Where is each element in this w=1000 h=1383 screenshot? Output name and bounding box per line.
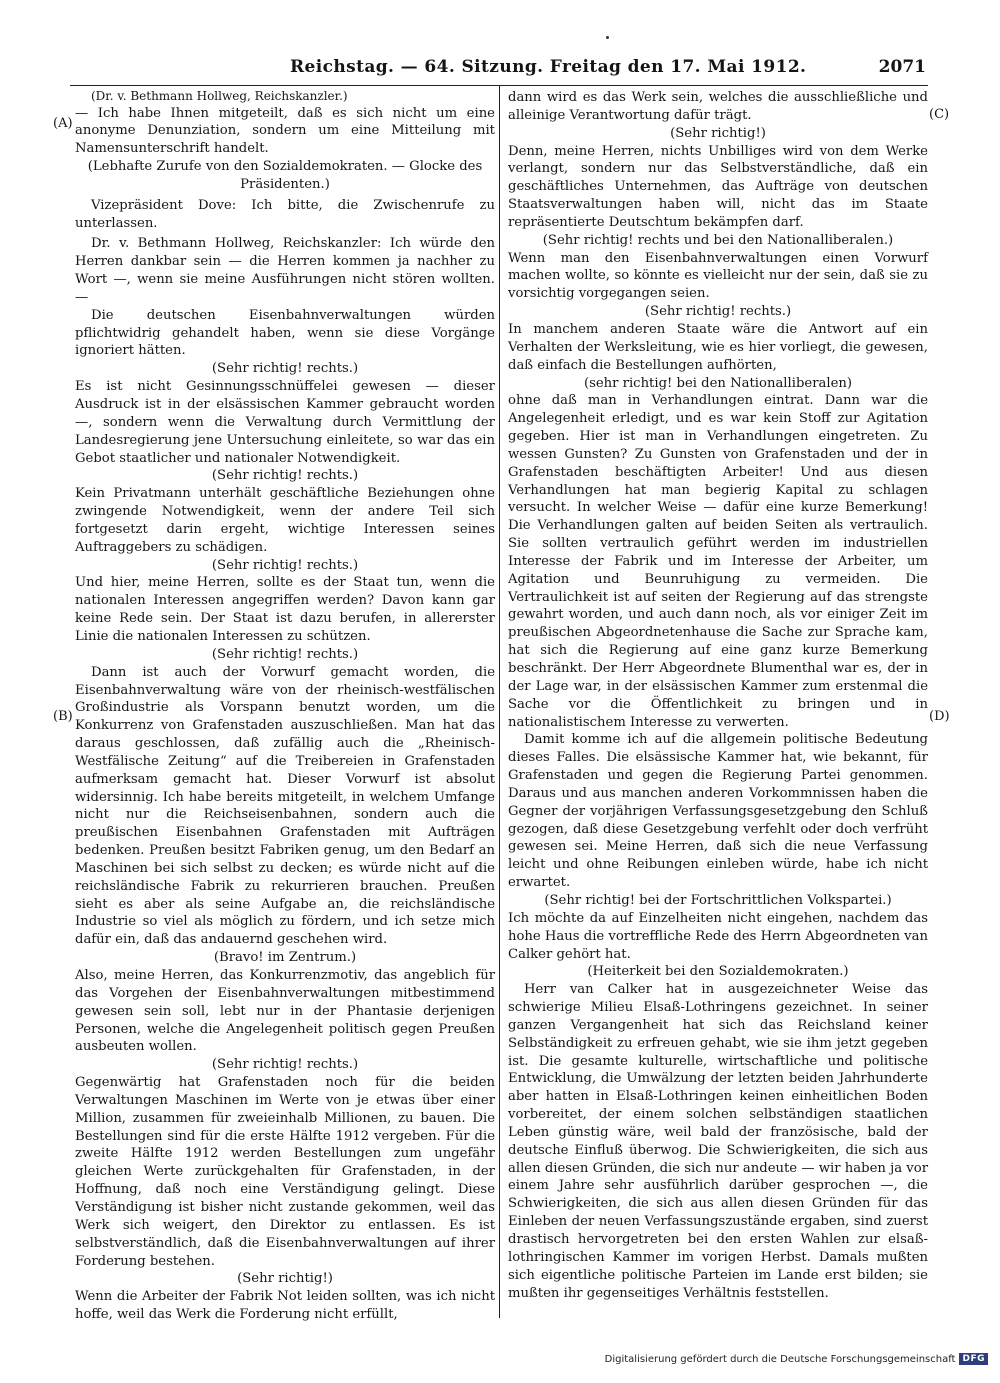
digitization-credit	[605, 1353, 988, 1365]
interjection: (Sehr richtig! rechts.)	[211, 557, 359, 573]
paragraph: Die deutschen Eisenbahnverwaltungen würden pflichtwidrig gehandelt haben, wenn sie diese Vorgänge ignoriert hätten.	[75, 307, 495, 359]
interjection: (Lebhafte Zurufe von den Sozialdemokraten. — Glocke des Präsidenten.)	[87, 159, 483, 192]
interjection: (sehr richtig! bei den Nationalliberalen)	[583, 375, 853, 391]
paragraph: Und hier, meine Herren, sollte es der Staat tun, wenn die nationalen Interessen angegriffen werden? Davon kann gar keine Rede sein. Der Staat ist dazu berufen, in allererster Linie die nationalen Interessen zu schützen.	[75, 575, 495, 644]
paragraph: Also, meine Herren, das Konkurrenzmotiv, das angeblich für das Vorgehen der Eisenbahnverwaltungen mitbestimmend gewesen sein soll, lebt nur in der Phantasie derjenigen Personen, welche die Angelegenheit politisch gegen Preußen ausbeuten wollen.	[75, 968, 495, 1055]
column-divider	[499, 86, 500, 1318]
paragraph: Dr. v. Bethmann Hollweg, Reichskanzler: Ich würde den Herren dankbar sein — die Herren kommen ja nachher zu Wort —, wenn sie meine Ausführungen nicht stören wollten. —	[75, 236, 495, 305]
header-title: Reichstag. — 64. Sitzung. Freitag den 17. Mai 1912.	[290, 57, 807, 77]
paragraph: In manchem anderen Staate wäre die Antwort auf ein Verhalten der Werksleitung, wie es hier vorliegt, die gewesen, daß einfach die Bestellungen aufhörten,	[508, 321, 928, 373]
page-number: 2071	[878, 57, 926, 77]
dfg-logo: DFG	[959, 1353, 988, 1365]
interjection: (Sehr richtig! rechts.)	[211, 361, 359, 377]
credit-text: Digitalisierung gefördert durch die Deutsche Forschungsgemeinschaft	[604, 1353, 956, 1365]
paragraph: Dann ist auch der Vorwurf gemacht worden, die Eisenbahnverwaltung wäre von der rheinisch-westfälischen Großindustrie als Vorspann benutzt worden, um die Konkurrenz von Grafenstaden auszuschließen. Man hat das daraus geschlossen, daß zufällig auch die „Rheinisch-Westfälische Zeitung“ auf die Treibereien in Grafenstaden aufmerksam gemacht hat. Dieser Vorwurf ist absolut widersinnig. Ich habe bereits mitgeteilt, in welchem Umfange nicht nur die Reichseisenbahnen, sondern auch die preußischen Eisenbahnen Grafenstaden mit Aufträgen bedenken. Preußen besitzt Fabriken genug, um den Bedarf an Maschinen bei sich selbst zu decken; es würde nicht auf die reichsländische Fabrik zu rekurrieren brauchen. Preußen sieht es aber als seine Aufgabe an, die reichsländische Industrie so viel als möglich zu fördern, und ich setze mich dafür ein, daß das andauernd geschehen wird.	[75, 664, 495, 948]
paragraph: ohne daß man in Verhandlungen eintrat. Dann war die Angelegenheit erledigt, und es war kein Stoff zur Agitation gegeben. Hier ist man in Verhandlungen eingetreten. Zu wessen Gunsten? Zu Gunsten von Grafenstaden und der in Grafenstaden beschäftigten Arbeiter! Und aus diesen Verhandlungen hat man begierig Kapital zu schlagen versucht. In welcher Weise — dafür eine kurze Bemerkung! Die Verhandlungen galten auf beiden Seiten als vertraulich. Sie sollten vertraulich geführt werden im industriellen Interesse der Fabrik und im Interesse der Arbeiter, um Agitation und Beunruhigung zu vermeiden. Die Vertraulichkeit ist auf seiten der Regierung auf das strengste gewahrt worden, und auch dann noch, als vor einiger Zeit im preußischen Abgeordnetenhause die Sache zur Sprache kam, hat sich die Regierung auf eine ganz kurze Bemerkung beschränkt. Der Herr Abgeordnete Blumenthal war es, der in der Lage war, in der elsässischen Kammer zum erstenmal die Sache vor die Öffentlichkeit zu bringen und in nationalistischem Interesse zu verwerten.	[508, 393, 928, 730]
paragraph: Herr van Calker hat in ausgezeichneter Weise das schwierige Milieu Elsaß-Lothringens gezeichnet. In seiner ganzen Vergangenheit hat sich das Reichsland keiner Selbständigkeit zu erfreuen gehabt, wie sie ihm jetzt gegeben ist. Die gesamte kulturelle, wirtschaftliche und politische Entwicklung, die Umwälzung der letzten beiden Jahrhunderte aber hatten in Elsaß-Lothringen keinen einheitlichen Boden vorbereitet, der einem solchen selbständigen staatlichen Leben günstig wäre, weil bald der französische, bald der deutsche Einfluß überwog. Die Schwierigkeiten, die sich aus allen diesen Gründen, die sich nur andeute — wir haben ja vor einem Jahre sehr ausführlich darüber gesprochen —, die Schwierigkeiten, die sich aus allen diesen Gründen für das Einleben der neuen Verfassungszustände ergaben, sind zuerst drastisch hervorgetreten bei den ersten Wahlen zur elsaß-lothringischen Kammer im vorigen Herbst. Damals mußten sich eigentliche politische Parteien im Lande erst bilden; sie mußten ihr gegenseitiges Verhältnis feststellen.	[508, 982, 928, 1301]
paragraph: Vizepräsident Dove: Ich bitte, die Zwischenrufe zu unterlassen.	[75, 197, 495, 231]
interjection: (Sehr richtig! rechts.)	[644, 304, 792, 320]
paragraph: Gegenwärtig hat Grafenstaden noch für die beiden Verwaltungen Maschinen im Werte von je etwas über einer Million, zusammen für zweieinhalb Millionen, zu bauen. Die Bestellungen sind für die erste Hälfte 1912 vergeben. Für die zweite Hälfte 1912 werden Bestellungen zum ungefähr gleichen Werte zurückgehalten für Grafenstaden, in der Hoffnung, daß noch eine Verständigung gelingt. Diese Verständigung ist bisher nicht zustande gekommen, weil das Werk sich weigert, den Direktor zu entlassen. Es ist selbstverständlich, daß die Eisenbahnverwaltungen auf ihrer Forderung bestehen.	[75, 1075, 495, 1269]
paragraph: Wenn man den Eisenbahnverwaltungen einen Vorwurf machen wollte, so könnte es vielleicht nur der sein, daß sie zu vorsichtig vorgegangen seien.	[508, 250, 928, 302]
interjection: (Heiterkeit bei den Sozialdemokraten.)	[587, 964, 849, 980]
paragraph: — Ich habe Ihnen mitgeteilt, daß es sich nicht um eine anonyme Denunziation, sondern um eine Mitteilung mit Namensunterschrift handelt.	[75, 105, 495, 157]
left-column	[75, 89, 495, 1324]
print-speck	[606, 36, 609, 39]
paragraph: Damit komme ich auf die allgemein politische Bedeutung dieses Falles. Die elsässische Kammer hat, wie bekannt, für Grafenstaden und gegen die Regierung Partei genommen. Daraus und aus manchen anderen Vorkommnissen haben die Gegner der vorjährigen Verfassungsgesetzgebung den Schluß gezogen, daß diese Gesetzgebung verfehlt oder doch verfrüht gewesen sei. Meine Herren, daß sich die neue Verfassung leicht und ohne Reibungen einleben würde, habe ich nicht erwartet.	[508, 732, 928, 891]
interjection: (Sehr richtig!)	[670, 125, 766, 141]
paragraph: Es ist nicht Gesinnungsschnüffelei gewesen — dieser Ausdruck ist in der elsässischen Kammer gebraucht worden —, sondern wenn die Verwaltung durch Vermittlung der Landesregierung jene Untersuchung einleitete, so war das ein Gebot staatlicher und nationaler Notwendigkeit.	[75, 379, 495, 466]
speaker-reference: (Dr. v. Bethmann Hollweg, Reichskanzler.)	[91, 89, 348, 103]
margin-marker-d: (D)	[929, 709, 950, 724]
margin-marker-b: (B)	[53, 709, 73, 724]
interjection: (Sehr richtig! bei der Fortschrittlichen Volkspartei.)	[544, 892, 892, 908]
paragraph: Wenn die Arbeiter der Fabrik Not leiden sollten, was ich nicht hoffe, weil das Werk die Forderung nicht erfüllt,	[75, 1289, 495, 1323]
interjection: (Sehr richtig! rechts.)	[211, 646, 359, 662]
running-header	[290, 57, 926, 83]
paragraph: dann wird es das Werk sein, welches die ausschließliche und alleinige Verantwortung dafür trägt.	[508, 90, 928, 123]
margin-marker-c: (C)	[929, 107, 950, 122]
interjection: (Sehr richtig! rechts.)	[211, 1057, 359, 1073]
right-column	[508, 89, 928, 1302]
interjection: (Sehr richtig! rechts und bei den Nationalliberalen.)	[542, 232, 894, 248]
paragraph: Kein Privatmann unterhält geschäftliche Beziehungen ohne zwingende Notwendigkeit, wenn der andere Teil sich fortgesetzt darin ergeht, wichtige Interessen seines Auftraggebers zu schädigen.	[75, 486, 495, 555]
interjection: (Bravo! im Zentrum.)	[213, 950, 357, 966]
interjection: (Sehr richtig! rechts.)	[211, 468, 359, 484]
margin-marker-a: (A)	[53, 116, 73, 131]
paragraph: Denn, meine Herren, nichts Unbilliges wird von dem Werke verlangt, sondern nur das Selbstverständliche, daß ein geschäftliches Unternehmen, das Aufträge von deutschen Staatsverwaltungen haben will, nicht das im Staate repräsentierte Deutschtum bekämpfen darf.	[508, 143, 928, 230]
interjection: (Sehr richtig!)	[237, 1271, 333, 1287]
paragraph: Ich möchte da auf Einzelheiten nicht eingehen, nachdem das hohe Haus die vortreffliche Rede des Herrn Abgeordneten van Calker gehört hat.	[508, 910, 928, 962]
